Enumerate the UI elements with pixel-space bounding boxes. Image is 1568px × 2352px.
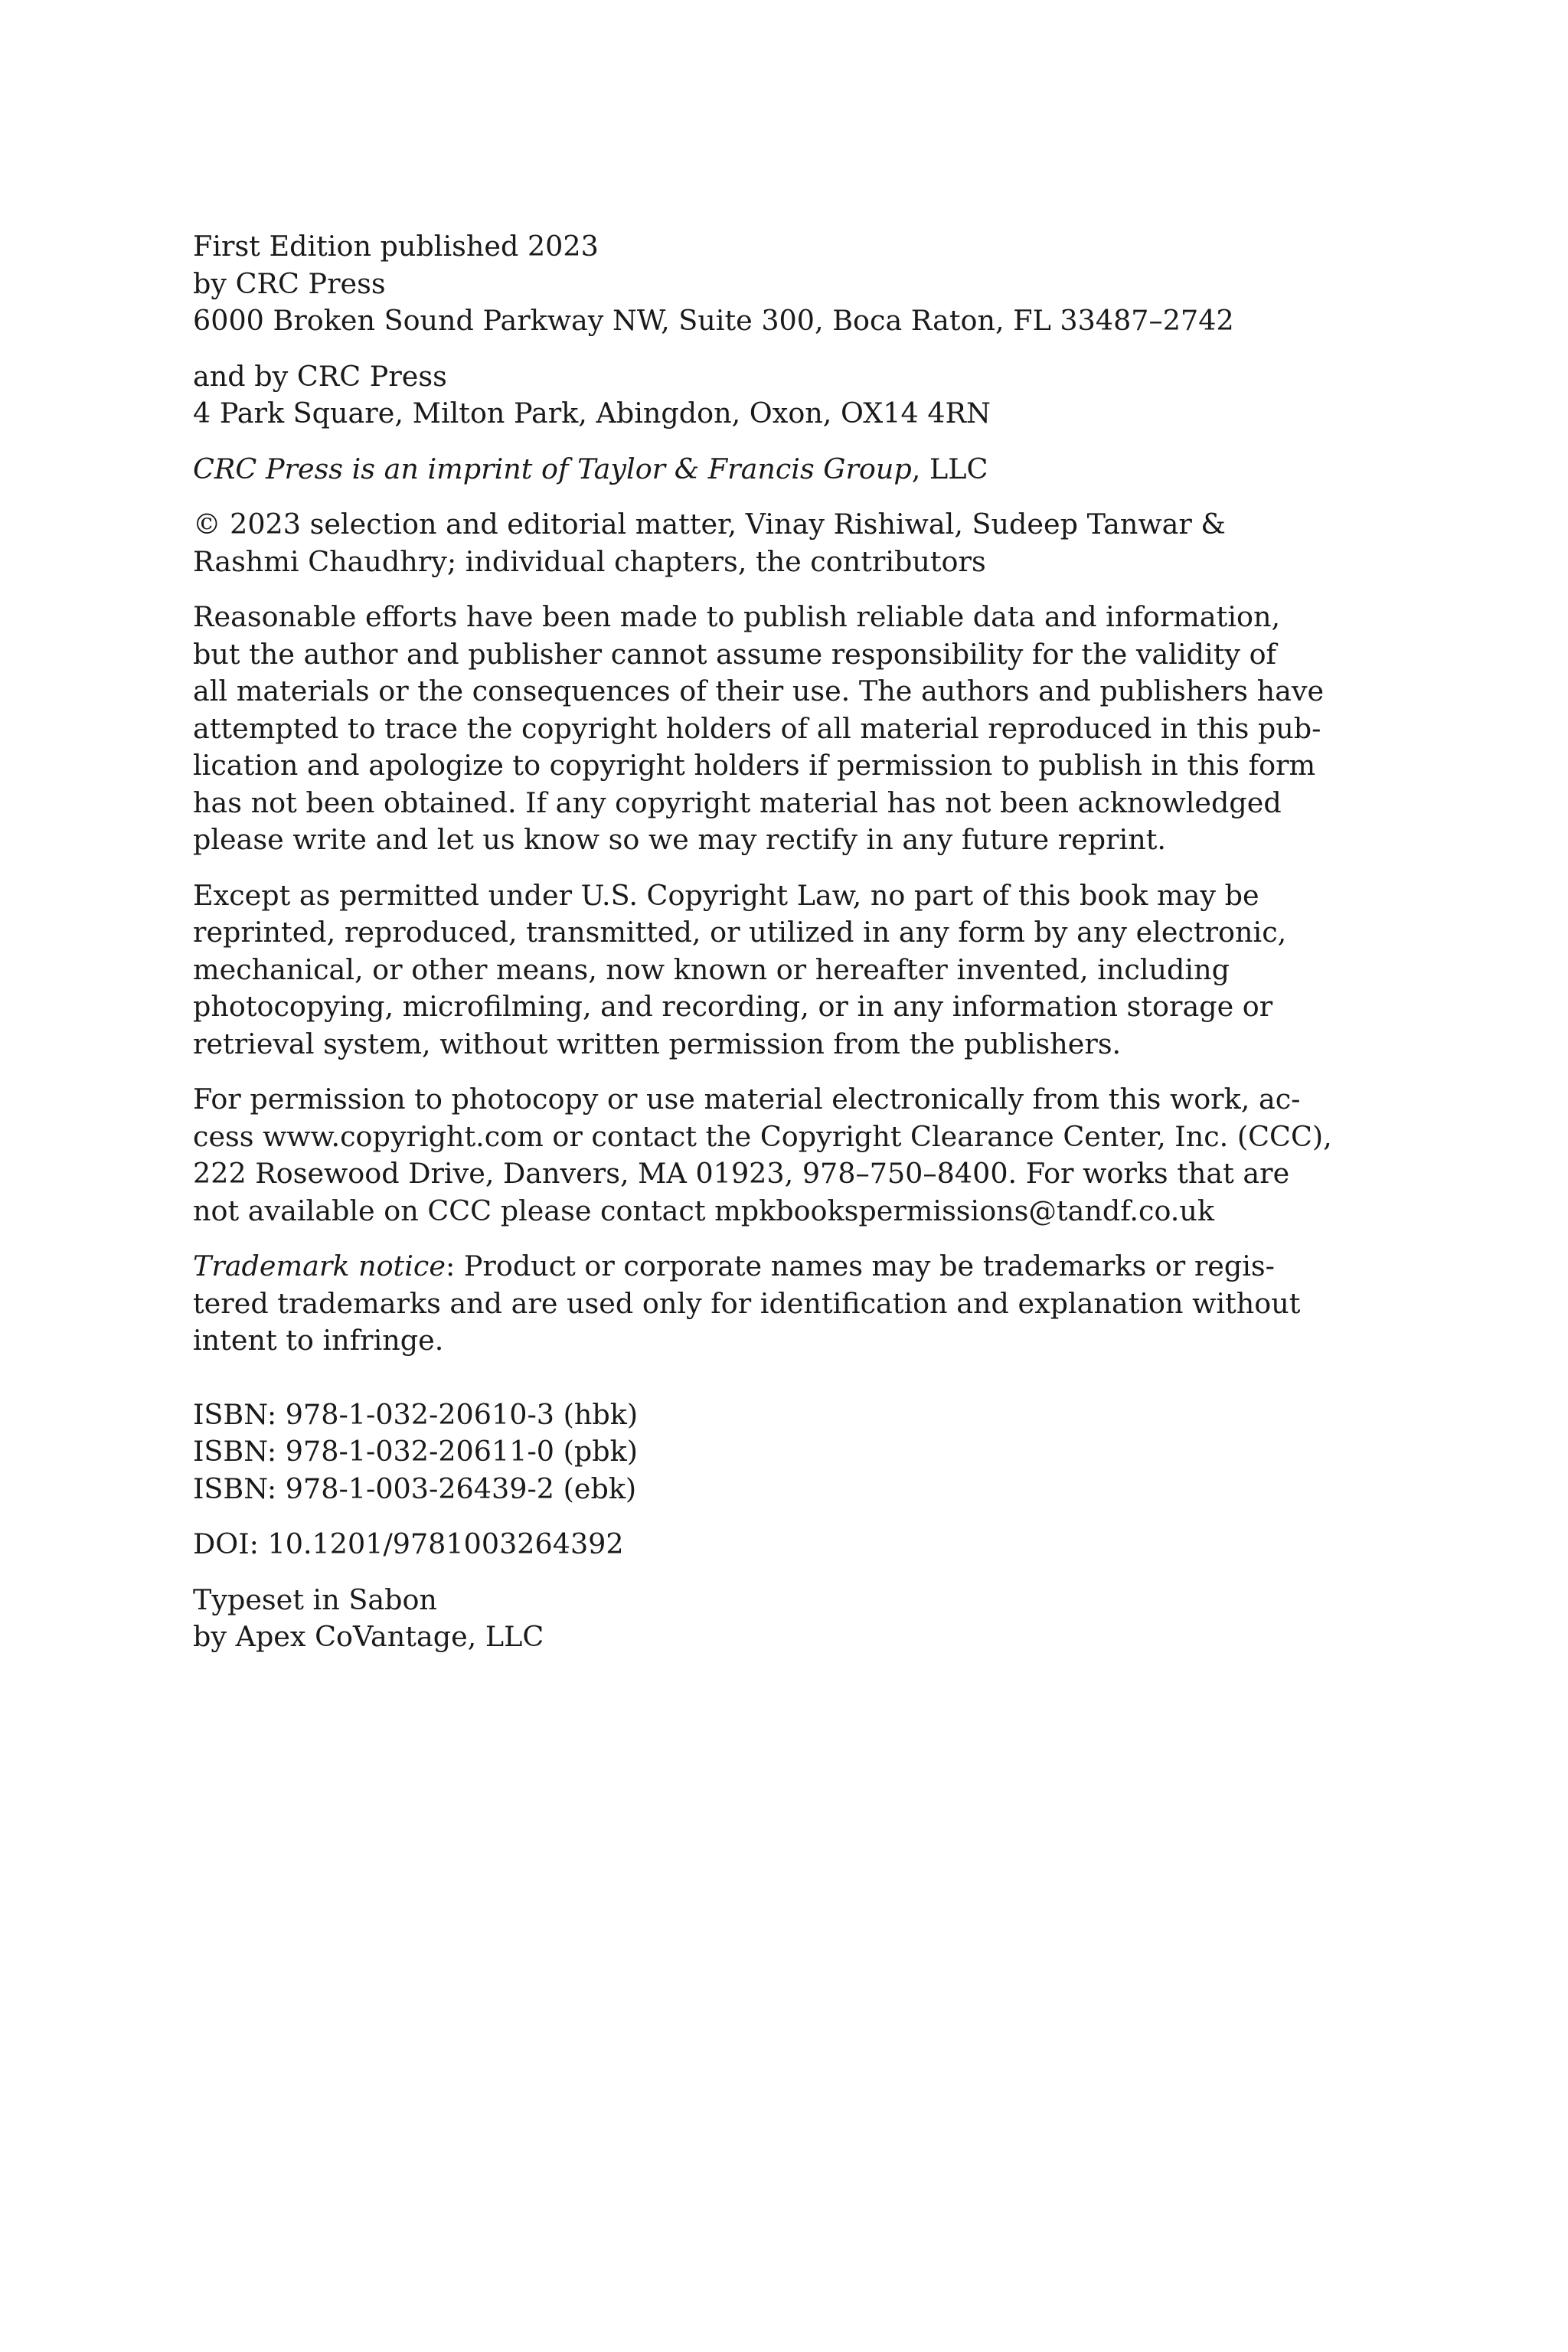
- permissions-paragraph: [193, 877, 1287, 1063]
- isbn-list: [193, 1396, 1280, 1508]
- text-line: Reasonable efforts have been made to publish reliable data and information,: [193, 600, 1281, 633]
- isbn-ebk: ISBN: 978-1-003-26439-2 (ebk): [193, 1472, 637, 1505]
- typeset-info: [193, 1582, 1280, 1656]
- trademark-line-1: : Product or corporate names may be trademarks or regis-: [445, 1250, 1275, 1282]
- text-line: lication and apologize to copyright holders if permission to publish in this form: [193, 749, 1316, 782]
- text-line: mechanical, or other means, now known or hereafter invented, including: [193, 952, 1230, 986]
- publisher-address: 6000 Broken Sound Parkway NW, Suite 300, Boca Raton, FL 33487–2742: [193, 304, 1234, 337]
- isbn-pbk: ISBN: 978-1-032-20611-0 (pbk): [193, 1435, 638, 1468]
- imprint-rest: , LLC: [911, 452, 988, 485]
- doi-block: [193, 1526, 1280, 1563]
- second-publisher-name: and by CRC Press: [193, 359, 447, 393]
- publisher-name: by CRC Press: [193, 266, 386, 300]
- typesetter: by Apex CoVantage, LLC: [193, 1620, 544, 1653]
- imprint-statement: [193, 451, 1280, 488]
- trademark-paragraph: [193, 1248, 1301, 1360]
- text-line: photocopying, microfilming, and recording, or in any information storage or: [193, 990, 1273, 1023]
- text-line: but the author and publisher cannot assume responsibility for the validity of: [193, 637, 1277, 671]
- text-line: not available on CCC please contact mpkbookspermissions@tandf.co.uk: [193, 1194, 1215, 1227]
- text-line: Except as permitted under U.S. Copyright Law, no part of this book may be: [193, 878, 1259, 912]
- imprint-italic: CRC Press is an imprint of Taylor & Francis Group: [193, 452, 912, 485]
- trademark-label: Trademark notice: [193, 1250, 446, 1282]
- copyright-line-2: Rashmi Chaudhry; individual chapters, the contributors: [193, 544, 986, 578]
- text-line: please write and let us know so we may rectify in any future reprint.: [193, 823, 1166, 856]
- text-line: all materials or the consequences of their use. The authors and publishers have: [193, 675, 1325, 707]
- photocopy-paragraph: [193, 1081, 1332, 1230]
- text-line: reprinted, reproduced, transmitted, or utilized in any form by any electronic,: [193, 916, 1287, 949]
- text-line: 222 Rosewood Drive, Danvers, MA 01923, 978–750–8400. For works that are: [193, 1157, 1290, 1190]
- doi: DOI: 10.1201/9781003264392: [193, 1527, 624, 1560]
- text-line: attempted to trace the copyright holders of all material reproduced in this pub-: [193, 711, 1321, 745]
- copyright-page: [193, 228, 1332, 1674]
- isbn-hbk: ISBN: 978-1-032-20610-3 (hbk): [193, 1397, 639, 1431]
- text-line: has not been obtained. If any copyright material has not been acknowledged: [193, 786, 1282, 819]
- disclaimer-paragraph: [193, 599, 1325, 859]
- trademark-line-3: intent to infringe.: [193, 1324, 444, 1357]
- copyright-notice: [193, 506, 1280, 580]
- typeset-font: Typeset in Sabon: [193, 1583, 437, 1616]
- edition-line: First Edition published 2023: [193, 230, 599, 263]
- second-publisher-info: [193, 358, 1280, 433]
- text-line: For permission to photocopy or use material electronically from this work, ac-: [193, 1083, 1301, 1116]
- copyright-line-1: © 2023 selection and editorial matter, Vinay Rishiwal, Sudeep Tanwar &: [193, 508, 1226, 541]
- trademark-line-2: tered trademarks and are used only for identification and explanation without: [193, 1286, 1301, 1320]
- text-line: cess www.copyright.com or contact the Copyright Clearance Center, Inc. (CCC),: [193, 1119, 1332, 1153]
- second-publisher-address: 4 Park Square, Milton Park, Abingdon, Oxon, OX14 4RN: [193, 397, 991, 430]
- text-line: retrieval system, without written permission from the publishers.: [193, 1027, 1122, 1060]
- publisher-info: [193, 228, 1280, 340]
